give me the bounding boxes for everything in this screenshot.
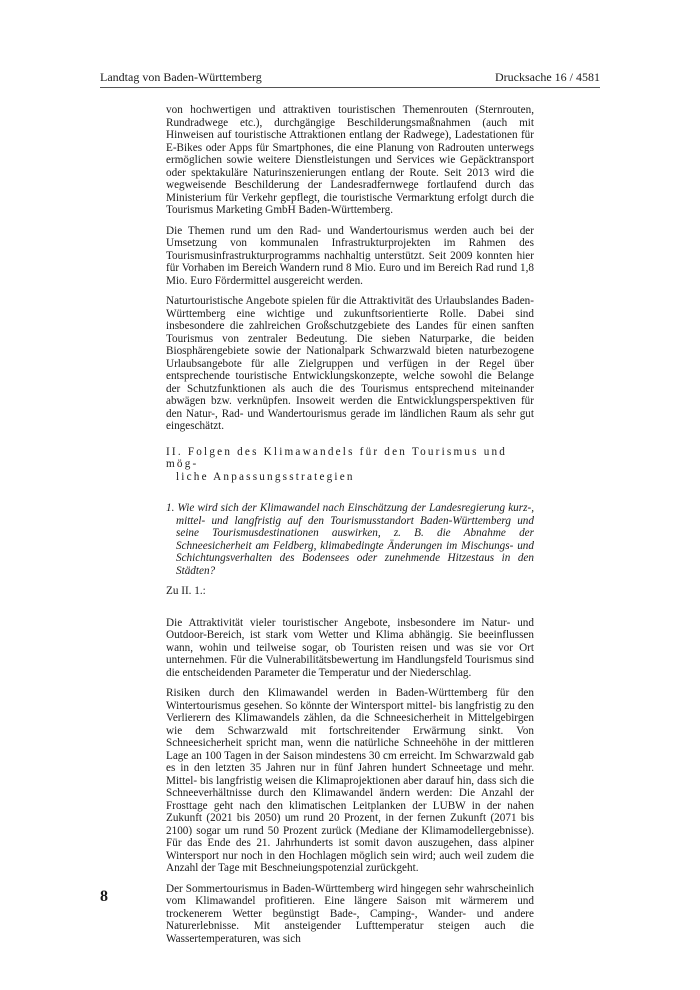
page-header xyxy=(100,68,600,86)
paragraph-summer-tourism: Der Sommertourismus in Baden-Württemberg wird hingegen sehr wahrscheinlich vom Klimawandel profitieren. Eine längere Saison mit wärmerem und trockenerem Wetter begünstigt Bade-, Camping-, Wander- und andere Naturerlebnisse. Mit ansteigender Lufttemperatur steigen auch die Wassertemperaturen, was sich xyxy=(166,882,534,945)
paragraph-weather-dependence: Die Attraktivität vieler touristischer Angebote, insbesondere im Natur- und Outdoor-Bereich, ist stark vom Wetter und Klima abhängig. Sie beeinflussen wann, wohin und teilweise sogar, ob Touristen reisen und was sie vor Ort unternehmen. Für die Vulnerabilitätsbewertung im Handlungsfeld Tourismus sind die entscheidenden Parameter die Temperatur und der Niederschlag. xyxy=(166,616,534,679)
header-rule xyxy=(100,87,600,88)
paragraph-nature-tourism: Naturtouristische Angebote spielen für die Attraktivität des Urlaubslandes Baden-Württemberg eine wichtige und zukunftsorientierte Rolle. Dabei sind insbesondere die zahlreichen Großschutzgebiete des Landes für einen sanften Tourismus von zentraler Bedeutung. Die sieben Naturparke, die beiden Biosphärengebiete sowie der Nationalpark Schwarzwald bieten naturbezogene Urlaubsangebote für alle Zielgruppen und verfügen in der Regel über entsprechende touristische Entwicklungskonzepte, welche sowohl die Belange der Schutzfunktionen als auch die des Tourismus entsprechend miteinander abwägen bzw. verknüpfen. Insoweit werden die Entwicklungsperspektiven für den Natur-, Rad- und Wandertourismus gerade im ländlichen Raum als sehr gut eingeschätzt. xyxy=(166,295,534,432)
document-body xyxy=(166,104,534,953)
section-heading xyxy=(166,446,534,484)
answer-label: Zu II. 1.: xyxy=(166,585,206,597)
section-heading-line-1: II. Folgen des Klimawandels für den Tourismus und mög- xyxy=(166,445,508,470)
paragraph-infrastructure-funding: Die Themen rund um den Rad- und Wandertourismus werden auch bei der Umsetzung von kommunalen Infrastrukturprojekten im Rahmen des Tourismusinfrastrukturprogramms nachhaltig unterstützt. Seit 2009 konnten hier für Vorhaben im Bereich Wandern rund 8 Mio. Euro und im Bereich Rad rund 1,8 Mio. Euro Fördermittel ausgereicht werden. xyxy=(166,224,534,287)
header-parliament: Landtag von Baden-Württemberg xyxy=(100,70,262,84)
page-number: 8 xyxy=(100,888,108,905)
question-climate-change: 1. Wie wird sich der Klimawandel nach Einschätzung der Landesregierung kurz-, mittel- und langfristig auf den Tourismusstandort Baden-Württemberg und seine Tourismusdestinationen auswirken, z. B. die Abnahme der Schneesicherheit am Feldberg, klimabedingte Änderungen im Mischungs- und Schichtungsverhalten des Bodensees oder zunehmende Hitzestaus in den Städten? xyxy=(166,502,534,577)
header-document-number: Drucksache 16 / 4581 xyxy=(495,70,600,84)
paragraph-cycling-routes: von hochwertigen und attraktiven touristischen Themenrouten (Sternrouten, Rundradwege etc.), durchgängige Beschilderungsmaßnahmen (auch mit Hinweisen auf touristische Attraktionen entlang der Radwege), Ladestationen für E-Bikes oder Apps für Smartphones, die eine Planung von Radrouten unterwegs ermöglichen sowie weitere Dienstleistungen und Services wie Gepäcktransport oder spektakuläre Naturinszenierungen entlang der Route. Seit 2013 wird die wegweisende Beschilderung der Landesradfernwege fortlaufend durch das Ministerium für Verkehr gepflegt, die touristische Vermarktung erfolgt durch die Tourismus Marketing GmbH Baden-Württemberg. xyxy=(166,104,534,216)
section-heading-line-2: liche Anpassungsstrategien xyxy=(176,470,355,483)
paragraph-winter-risks: Risiken durch den Klimawandel werden in Baden-Württemberg für den Wintertourismus gesehen. So könnte der Wintersport mittel- bis langfristig zu den Verlierern des Klimawandels zählen, da die Schneesicherheit in Mittelgebirgen wie dem Schwarzwald mit fortschreitender Erwärmung sinkt. Von Schneesicherheit spricht man, wenn die natürliche Schneehöhe in der mittleren Lage an 100 Tagen in der Saison mindestens 30 cm erreicht. Im Schwarzwald gab es in den letzten 35 Jahren nur in fünf Jahren hundert Schneetage und mehr. Mittel- bis langfristig weisen die Klimaprojektionen aber darauf hin, dass sich die Schneeverhältnisse durch den Klimawandel ändern werden: Die Anzahl der Frosttage geht nach den klimatischen Leitplanken der LUBW in der nahen Zukunft (2021 bis 2050) um rund 20 Prozent, in der fernen Zukunft (2071 bis 2100) sogar um rund 50 Prozent zurück (Mediane der Klimamodellergebnisse). Für das Ende des 21. Jahrhunderts ist somit davon auszugehen, dass alpiner Wintersport nur noch in den Hochlagen möglich sein wird; auch weil zudem die Anzahl der Tage mit Beschneiungspotenzial zurückgeht. xyxy=(166,687,534,874)
